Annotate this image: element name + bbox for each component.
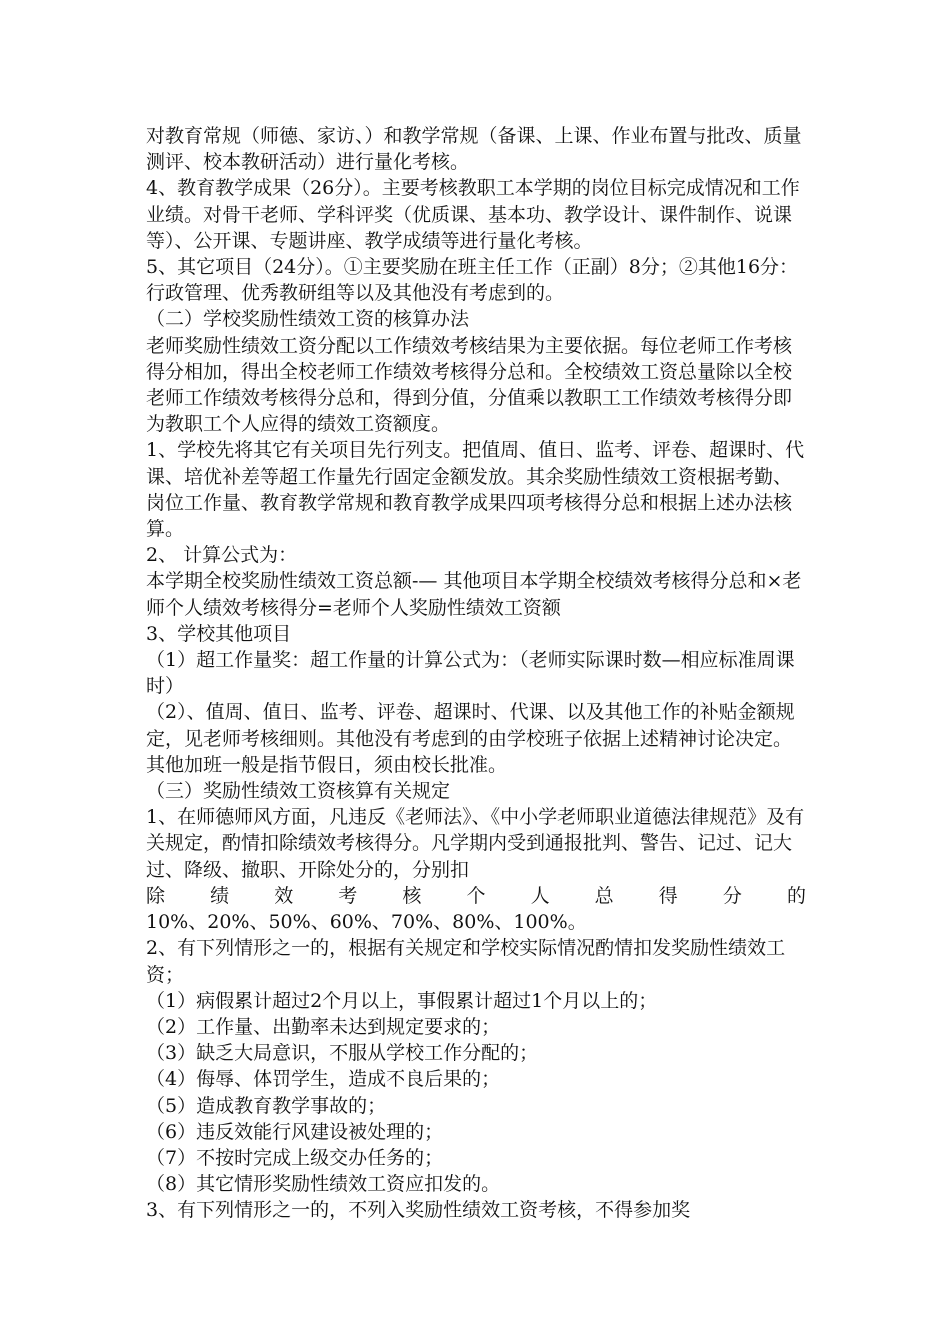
paragraph-percentages: 10%、20%、50%、60%、70%、80%、100%。 [146,911,587,934]
list-item-condition-8: （8）其它情形奖励性绩效工资应扣发的。 [146,1173,501,1196]
document-page [146,123,806,1224]
justified-char: 个 [466,884,486,907]
paragraph-allowance-rules: （2）、值周、值日、监考、评卷、超课时、代课、以及其他工作的补贴金额规定，见老师考核细则。其他没有考虑到的由学校班子依据上述精神讨论决定。其他加班一般是指节假日，须由校长批准。 [146,701,795,776]
paragraph-overtime-bonus: （1）超工作量奖：超工作量的计算公式为：（老师实际课时数—相应标准周课时） [146,649,795,698]
list-item-condition-3: （3）缺乏大局意识，不服从学校工作分配的； [146,1042,539,1065]
list-item-condition-2: （2）工作量、出勤率未达到规定要求的； [146,1015,501,1038]
justified-char: 核 [402,884,422,907]
section-heading-calculation-method: （二）学校奖励性绩效工资的核算办法 [146,308,470,331]
list-item-condition-7: （7）不按时完成上级交办任务的； [146,1146,444,1169]
paragraph-ethics-deduction: 1、在师德师风方面，凡违反《老师法》、《中小学老师职业道德法律规范》及有关规定，酌情扣除绩效考核得分。凡学期内受到通报批判、警告、记过、记大过、降级、撤职、开除处分的，分别扣 [146,806,805,881]
paragraph-exclusion-conditions: 3、有下列情形之一的，不列入奖励性绩效工资考核，不得参加奖 [146,1199,691,1222]
justified-char: 绩 [210,884,230,907]
paragraph-deduction-conditions: 2、有下列情形之一的，根据有关规定和学校实际情况酌情扣发奖励性绩效工资； [146,937,786,986]
justified-char: 效 [274,884,294,907]
paragraph-item-3-other-items: 3、学校其他项目 [146,622,292,645]
paragraph-other-items: 5、其它项目（24分）。①主要奖励在班主任工作（正副）8分；②其他16分：行政管理、优秀教研组等以及其他没有考虑到的。 [146,256,799,305]
paragraph-distribution-basis: 老师奖励性绩效工资分配以工作绩效考核结果为主要依据。每位老师工作考核得分相加，得出全校老师工作绩效考核得分总和。全校绩效工资总量除以全校老师工作绩效考核得分总和，得到分值，分值乘以教职工工作绩效考核得分即为教职工个人应得的绩效工资额度。 [146,334,793,436]
list-item-condition-1: （1）病假累计超过2个月以上，事假累计超过1个月以上的； [146,989,658,1012]
list-item-condition-4: （4）侮辱、体罚学生，造成不良后果的； [146,1068,501,1091]
justified-char: 考 [338,884,358,907]
list-item-condition-6: （6）违反效能行风建设被处理的； [146,1120,444,1143]
paragraph-item-1-prepayment: 1、学校先将其它有关项目先行列支。把值周、值日、监考、评卷、超课时、代课、培优补差等超工作量先行固定金额发放。其余奖励性绩效工资根据考勤、岗位工作量、教育教学常规和教育教学成果四项考核得分总和根据上述办法核算。 [146,439,805,541]
justified-char: 人 [530,884,550,907]
justified-char: 总 [594,884,614,907]
paragraph-routine-assessment: 对教育常规（师德、家访、）和教学常规（备课、上课、作业布置与批改、质量测评、校本教研活动）进行量化考核。 [146,125,802,174]
paragraph-item-2-formula-label: 2、 计算公式为： [146,544,298,567]
paragraph-teaching-results: 4、教育教学成果（26分）。主要考核教职工本学期的岗位目标完成情况和工作业绩。对骨干老师、学科评奖（优质课、基本功、教学设计、课件制作、说课等）、公开课、专题讲座、教学成绩等进行量化考核。 [146,177,800,252]
justified-char: 得 [658,884,678,907]
section-heading-regulations: （三）奖励性绩效工资核算有关规定 [146,780,451,803]
list-item-condition-5: （5）造成教育教学事故的； [146,1094,387,1117]
justified-char: 分 [722,884,742,907]
paragraph-formula: 本学期全校奖励性绩效工资总额-— 其他项目本学期全校绩效考核得分总和×老师个人绩效考核得分=老师个人奖励性绩效工资额 [146,570,802,619]
justified-text-line [146,883,806,909]
justified-char: 的 [786,884,806,907]
justified-char: 除 [146,884,166,907]
